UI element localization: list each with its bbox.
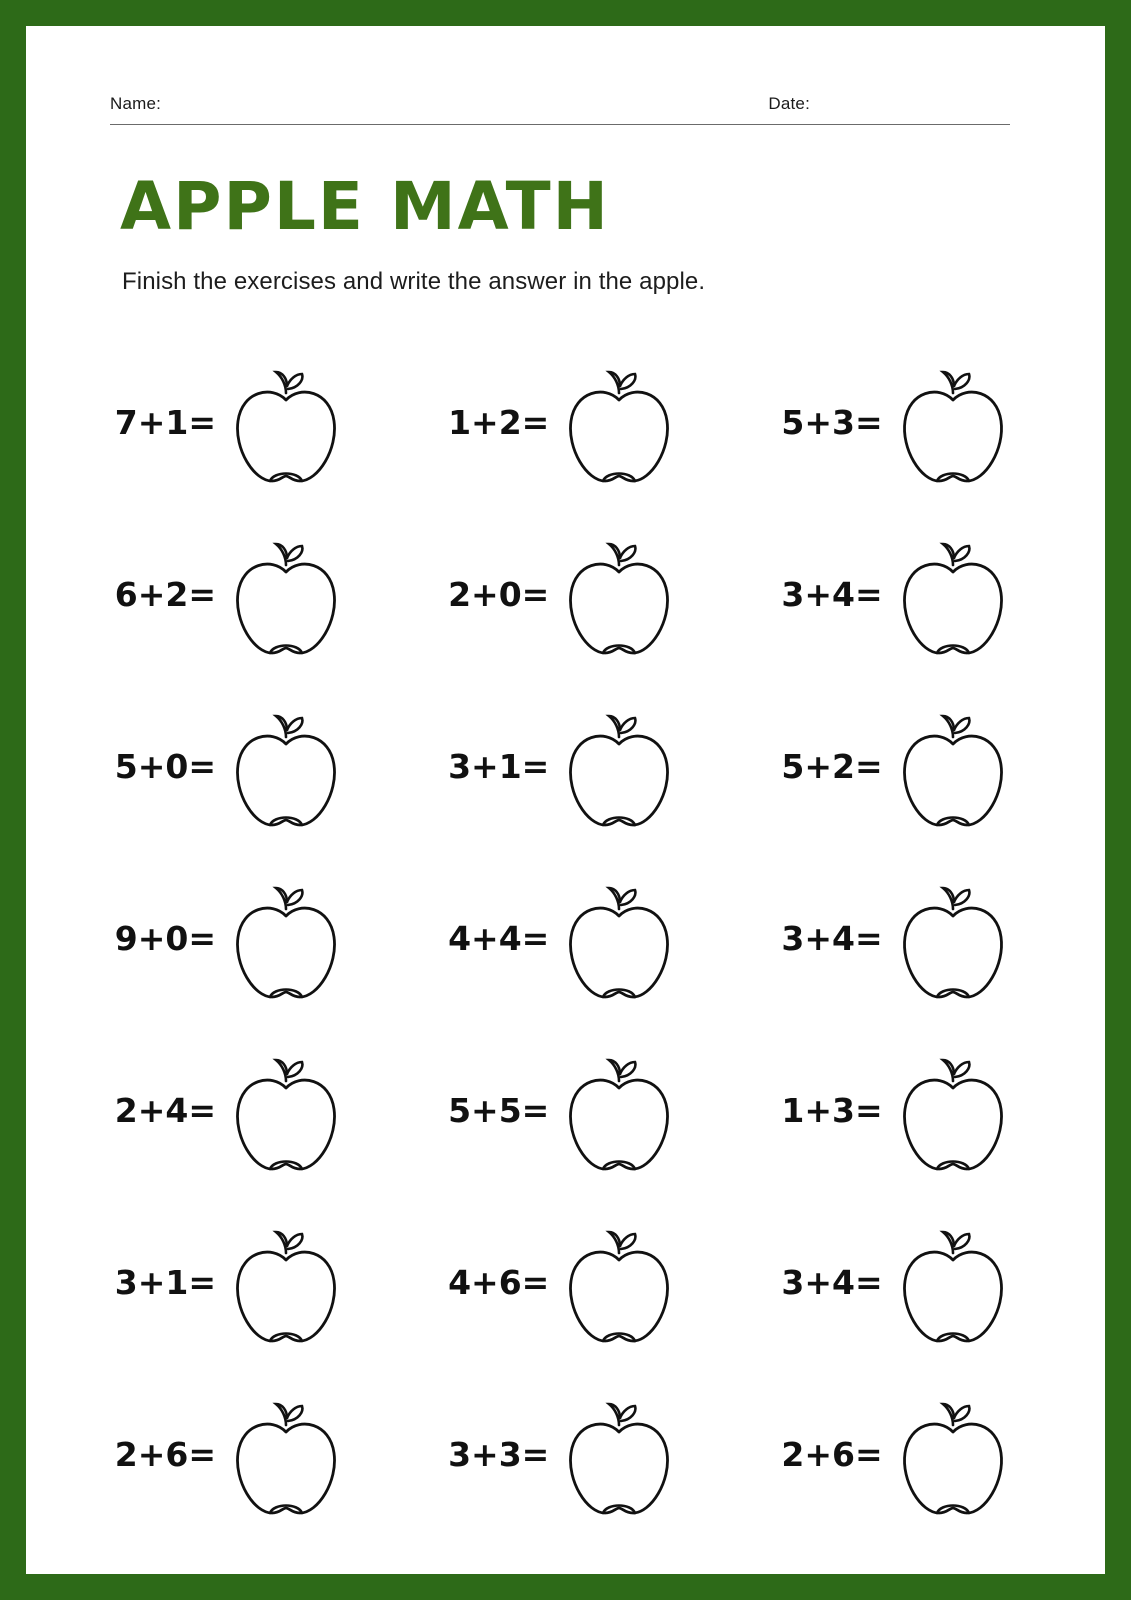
problem-item [92, 508, 425, 680]
problem-expression: 1+3= [781, 1090, 883, 1130]
problem-expression: 6+2= [114, 574, 216, 614]
problem-item [92, 1368, 425, 1540]
page-title: APPLE MATH [120, 168, 610, 245]
problem-expression: 5+0= [114, 746, 216, 786]
problem-expression: 4+4= [448, 918, 550, 958]
problem-item [759, 680, 1092, 852]
apple-icon[interactable] [557, 1043, 681, 1178]
problem-item [759, 1196, 1092, 1368]
problem-expression: 2+6= [114, 1434, 216, 1474]
problem-expression: 5+2= [781, 746, 883, 786]
apple-icon[interactable] [224, 699, 348, 834]
problem-item [92, 1024, 425, 1196]
problem-item [92, 680, 425, 852]
apple-icon[interactable] [557, 527, 681, 662]
worksheet-header [110, 94, 1010, 125]
apple-icon[interactable] [891, 355, 1015, 490]
problem-expression: 3+1= [114, 1262, 216, 1302]
problem-item [759, 1024, 1092, 1196]
apple-icon[interactable] [224, 1043, 348, 1178]
page-subtitle: Finish the exercises and write the answer in the apple. [122, 268, 706, 295]
worksheet-page [26, 26, 1105, 1574]
apple-icon[interactable] [224, 355, 348, 490]
problem-expression: 3+4= [781, 1262, 883, 1302]
problem-item [425, 1368, 758, 1540]
apple-icon[interactable] [224, 527, 348, 662]
problem-expression: 3+3= [448, 1434, 550, 1474]
problem-expression: 3+4= [781, 574, 883, 614]
apple-icon[interactable] [891, 1215, 1015, 1350]
apple-icon[interactable] [557, 699, 681, 834]
problem-expression: 7+1= [114, 402, 216, 442]
apple-icon[interactable] [891, 699, 1015, 834]
problem-expression: 2+0= [448, 574, 550, 614]
apple-icon[interactable] [891, 1043, 1015, 1178]
problem-item [92, 1196, 425, 1368]
problem-item [759, 336, 1092, 508]
problem-expression: 9+0= [114, 918, 216, 958]
name-label: Name: [110, 94, 162, 113]
problem-expression: 5+5= [448, 1090, 550, 1130]
problem-expression: 2+4= [114, 1090, 216, 1130]
problem-item [425, 680, 758, 852]
problem-expression: 1+2= [448, 402, 550, 442]
problem-expression: 5+3= [781, 402, 883, 442]
date-label: Date: [768, 94, 810, 113]
apple-icon[interactable] [891, 871, 1015, 1006]
apple-icon[interactable] [557, 1387, 681, 1522]
problem-item [759, 852, 1092, 1024]
apple-icon[interactable] [557, 355, 681, 490]
apple-icon[interactable] [891, 1387, 1015, 1522]
apple-icon[interactable] [224, 1215, 348, 1350]
apple-icon[interactable] [557, 1215, 681, 1350]
problem-item [425, 1196, 758, 1368]
problem-item [425, 852, 758, 1024]
apple-icon[interactable] [557, 871, 681, 1006]
problem-item [425, 336, 758, 508]
problem-item [92, 852, 425, 1024]
apple-icon[interactable] [224, 1387, 348, 1522]
problem-expression: 2+6= [781, 1434, 883, 1474]
problem-item [759, 508, 1092, 680]
problem-expression: 3+1= [448, 746, 550, 786]
problem-item [759, 1368, 1092, 1540]
problem-expression: 3+4= [781, 918, 883, 958]
problem-item [92, 336, 425, 508]
apple-icon[interactable] [891, 527, 1015, 662]
apple-icon[interactable] [224, 871, 348, 1006]
problem-expression: 4+6= [448, 1262, 550, 1302]
problem-item [425, 1024, 758, 1196]
problem-item [425, 508, 758, 680]
problems-grid [92, 336, 1092, 1540]
